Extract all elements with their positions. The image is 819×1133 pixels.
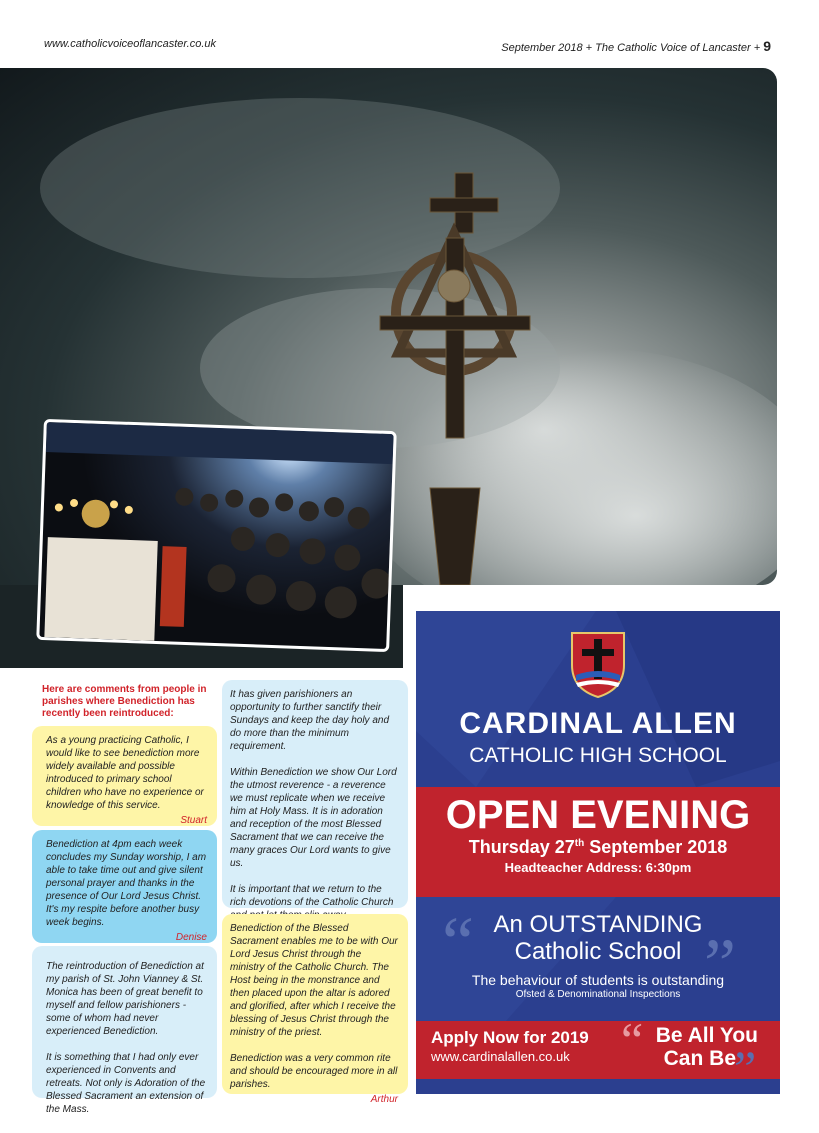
- ofsted-source: Ofsted & Denominational Inspections: [515, 989, 681, 1000]
- issue-line: [501, 38, 771, 54]
- comment-text: It is something that I had only ever experienced in Convents and retreats. Not only is Adoration of the Blessed Sacrament an extension of the Mass.: [46, 1052, 206, 1115]
- comment-author: Stuart: [180, 815, 207, 826]
- comment-author: Denise: [175, 932, 207, 943]
- comment-parish: [32, 946, 217, 1115]
- comment-text: Within Benediction we show Our Lord the utmost reverence - a reverence we must replicate when we receive him at Holy Mass. It is in adoration and reception of the most Blessed Sacrament that we can receive the many graces Our Lord wants to give us.: [230, 767, 397, 869]
- school-advert: [416, 611, 780, 1094]
- headteacher-address: Headteacher Address: 6:30pm: [504, 860, 692, 875]
- comment-text: Benediction was a very common rite and should be encouraged more in all parishes.: [230, 1053, 398, 1090]
- comment-author: Arthur: [370, 1094, 398, 1105]
- outstanding-line2: Catholic School: [514, 938, 682, 965]
- school-name: CARDINAL ALLEN: [459, 707, 737, 740]
- comment-denise: [32, 830, 217, 943]
- date-post: September 2018: [584, 837, 728, 857]
- date-sup: th: [574, 838, 585, 849]
- event-date: [416, 837, 780, 858]
- school-subtitle: CATHOLIC HIGH SCHOOL: [469, 744, 727, 767]
- motto-line1: Be All You: [655, 1024, 758, 1047]
- site-url: www.catholicvoiceoflancaster.co.uk: [44, 38, 217, 50]
- comment-text: Benediction at 4pm each week concludes my Sunday worship, I am able to take time out and give silent personal prayer and thanks in the presence of Our Lord Jesus Christ. It's my respite before another busy week begins.: [46, 839, 207, 928]
- comment-text: Benediction of the Blessed Sacrament enables me to be with Our Lord Jesus Christ through the ministry of the Catholic Church. The Host being in the monstrance and then placed upon the altar is adored and glorified, after which I receive the blessing of Jesus Christ through the ministry of the priest.: [230, 923, 398, 1038]
- close-quote-icon: ”: [704, 924, 736, 1004]
- congregation-photo: [36, 419, 396, 652]
- open-quote-icon: “: [442, 902, 474, 982]
- motto-line2: Can Be: [663, 1047, 736, 1070]
- comment-text: The reintroduction of Benediction at my parish of St. John Vianney & St. Monica has been of great benefit to myself and fellow parishioners - some of whom had never experienced Benediction.: [46, 961, 204, 1037]
- open-evening-title: OPEN EVENING: [445, 793, 751, 837]
- school-crest-icon: [568, 629, 628, 699]
- school-website[interactable]: www.cardinalallen.co.uk: [431, 1049, 570, 1064]
- motto-close-quote-icon: ”: [734, 1040, 757, 1094]
- comment-text: It has given parishioners an opportunity to further sanctify their Sundays and keep the day holy and do more than the minimum requirement.: [230, 689, 390, 752]
- comments-intro: Here are comments from people in parishes where Benediction has recently been reintroduced:: [42, 684, 207, 719]
- outstanding-line1: An OUTSTANDING: [493, 911, 703, 938]
- comment-arthur: [222, 914, 408, 1105]
- page-number: 9: [763, 38, 771, 54]
- date-pre: Thursday 27: [468, 837, 575, 857]
- motto-quote-icon: “: [621, 1012, 644, 1068]
- behaviour-quote: The behaviour of students is outstanding: [471, 972, 725, 988]
- comment-stuart: [32, 726, 217, 826]
- issue-text: September 2018 + The Catholic Voice of Lancaster +: [501, 42, 761, 54]
- comment-text: As a young practicing Catholic, I would like to see benediction more widely available and possible introduced to primary school children who have no experience or knowledge of this service.: [46, 735, 204, 811]
- comment-text: It is important that we return to the rich devotions of the Catholic Church: [230, 884, 394, 908]
- congregation-image: [39, 422, 393, 649]
- apply-now: Apply Now for 2019: [431, 1028, 589, 1047]
- comment-nichola: [222, 680, 408, 908]
